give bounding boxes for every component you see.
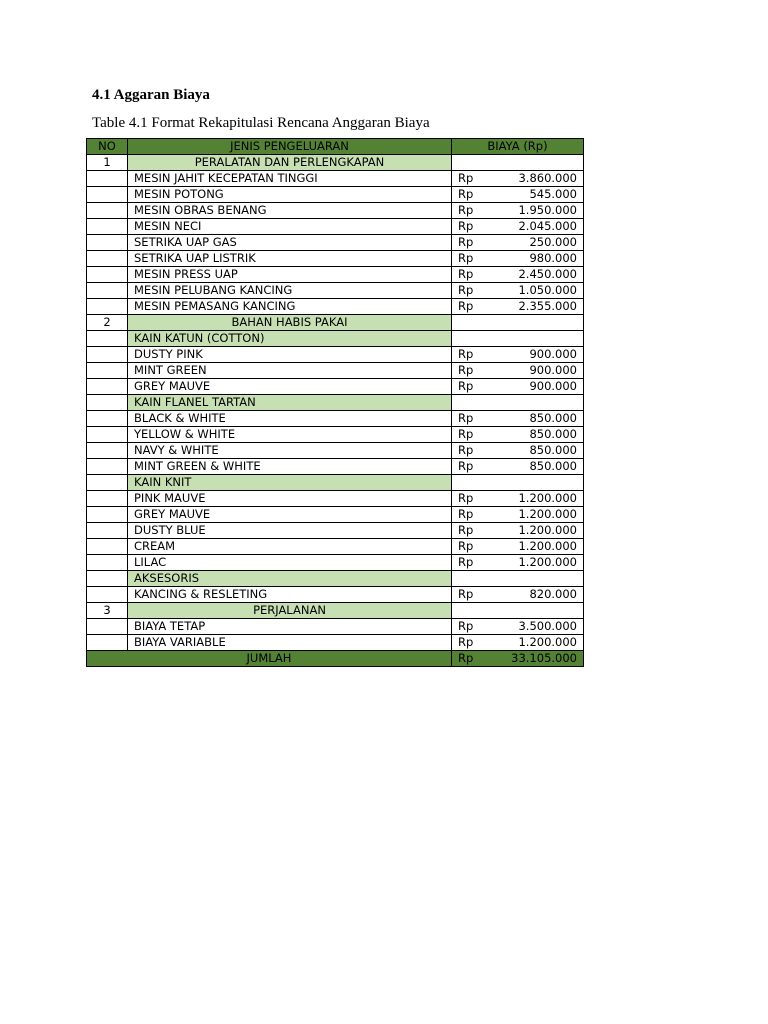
empty-cell xyxy=(87,555,128,571)
group-row xyxy=(87,571,584,587)
header-jenis: JENIS PENGELUARAN xyxy=(128,139,452,155)
item-name: MESIN PELUBANG KANCING xyxy=(128,283,452,299)
item-amount: 1.200.000 xyxy=(490,539,584,555)
table-row xyxy=(87,411,584,427)
table-row xyxy=(87,523,584,539)
item-amount: 820.000 xyxy=(490,587,584,603)
item-name: MESIN JAHIT KECEPATAN TINGGI xyxy=(128,171,452,187)
item-amount: 1.050.000 xyxy=(490,283,584,299)
group-row xyxy=(87,395,584,411)
item-amount: 850.000 xyxy=(490,443,584,459)
section-title: PERJALANAN xyxy=(128,603,452,619)
item-name: MESIN OBRAS BENANG xyxy=(128,203,452,219)
item-name: LILAC xyxy=(128,555,452,571)
total-row xyxy=(87,651,584,667)
empty-cell xyxy=(87,475,128,491)
empty-cell xyxy=(452,315,584,331)
empty-cell xyxy=(452,603,584,619)
item-amount: 900.000 xyxy=(490,347,584,363)
table-header-row xyxy=(87,139,584,155)
empty-cell xyxy=(452,571,584,587)
table-row xyxy=(87,379,584,395)
currency-label: Rp xyxy=(452,507,490,523)
empty-cell xyxy=(87,283,128,299)
item-name: MESIN PRESS UAP xyxy=(128,267,452,283)
section-heading: 4.1 Aggaran Biaya xyxy=(92,87,210,103)
currency-label: Rp xyxy=(452,459,490,475)
section-row xyxy=(87,155,584,171)
item-name: DUSTY BLUE xyxy=(128,523,452,539)
empty-cell xyxy=(87,203,128,219)
item-name: NAVY & WHITE xyxy=(128,443,452,459)
currency-label: Rp xyxy=(452,267,490,283)
table-row xyxy=(87,235,584,251)
empty-cell xyxy=(87,427,128,443)
currency-label: Rp xyxy=(452,523,490,539)
table-caption: Table 4.1 Format Rekapitulasi Rencana Anggaran Biaya xyxy=(92,115,430,131)
currency-label: Rp xyxy=(452,587,490,603)
item-amount: 1.200.000 xyxy=(490,555,584,571)
item-name: DUSTY PINK xyxy=(128,347,452,363)
table-row xyxy=(87,539,584,555)
empty-cell xyxy=(87,635,128,651)
table-row xyxy=(87,427,584,443)
currency-label: Rp xyxy=(452,251,490,267)
table-row xyxy=(87,187,584,203)
item-amount: 900.000 xyxy=(490,363,584,379)
empty-cell xyxy=(87,411,128,427)
table-row xyxy=(87,171,584,187)
table-row xyxy=(87,491,584,507)
item-name: KANCING & RESLETING xyxy=(128,587,452,603)
table-row xyxy=(87,299,584,315)
currency-label: Rp xyxy=(452,539,490,555)
currency-label: Rp xyxy=(452,651,490,667)
table-row xyxy=(87,443,584,459)
table-row xyxy=(87,347,584,363)
table-row xyxy=(87,555,584,571)
item-name: MESIN PEMASANG KANCING xyxy=(128,299,452,315)
item-name: BIAYA VARIABLE xyxy=(128,635,452,651)
currency-label: Rp xyxy=(452,203,490,219)
group-row xyxy=(87,331,584,347)
table-row xyxy=(87,267,584,283)
table-row xyxy=(87,619,584,635)
total-label: JUMLAH xyxy=(87,651,452,667)
header-no: NO xyxy=(87,139,128,155)
table-row xyxy=(87,507,584,523)
section-title: BAHAN HABIS PAKAI xyxy=(128,315,452,331)
empty-cell xyxy=(87,459,128,475)
table-row xyxy=(87,459,584,475)
currency-label: Rp xyxy=(452,411,490,427)
item-name: CREAM xyxy=(128,539,452,555)
item-name: MINT GREEN & WHITE xyxy=(128,459,452,475)
empty-cell xyxy=(87,587,128,603)
item-amount: 850.000 xyxy=(490,427,584,443)
currency-label: Rp xyxy=(452,283,490,299)
item-amount: 1.200.000 xyxy=(490,491,584,507)
empty-cell xyxy=(87,619,128,635)
table-row xyxy=(87,363,584,379)
item-amount: 850.000 xyxy=(490,459,584,475)
item-name: PINK MAUVE xyxy=(128,491,452,507)
currency-label: Rp xyxy=(452,363,490,379)
item-amount: 980.000 xyxy=(490,251,584,267)
item-amount: 850.000 xyxy=(490,411,584,427)
item-amount: 1.200.000 xyxy=(490,507,584,523)
empty-cell xyxy=(87,235,128,251)
item-amount: 2.450.000 xyxy=(490,267,584,283)
empty-cell xyxy=(87,171,128,187)
empty-cell xyxy=(452,331,584,347)
item-name: MESIN POTONG xyxy=(128,187,452,203)
currency-label: Rp xyxy=(452,299,490,315)
empty-cell xyxy=(87,443,128,459)
item-amount: 3.500.000 xyxy=(490,619,584,635)
table-row xyxy=(87,283,584,299)
empty-cell xyxy=(87,571,128,587)
item-amount: 1.200.000 xyxy=(490,523,584,539)
empty-cell xyxy=(452,395,584,411)
group-title: KAIN KNIT xyxy=(128,475,452,491)
currency-label: Rp xyxy=(452,187,490,203)
section-row xyxy=(87,315,584,331)
item-amount: 545.000 xyxy=(490,187,584,203)
currency-label: Rp xyxy=(452,379,490,395)
group-title: KAIN FLANEL TARTAN xyxy=(128,395,452,411)
empty-cell xyxy=(87,331,128,347)
empty-cell xyxy=(87,507,128,523)
header-biaya: BIAYA (Rp) xyxy=(452,139,584,155)
item-name: MESIN NECI xyxy=(128,219,452,235)
empty-cell xyxy=(87,299,128,315)
section-row xyxy=(87,603,584,619)
budget-table xyxy=(86,138,584,667)
currency-label: Rp xyxy=(452,235,490,251)
group-title: KAIN KATUN (COTTON) xyxy=(128,331,452,347)
item-amount: 250.000 xyxy=(490,235,584,251)
item-name: GREY MAUVE xyxy=(128,379,452,395)
empty-cell xyxy=(87,395,128,411)
section-number: 2 xyxy=(87,315,128,331)
empty-cell xyxy=(87,539,128,555)
total-amount: 33.105.000 xyxy=(490,651,584,667)
section-number: 1 xyxy=(87,155,128,171)
empty-cell xyxy=(87,523,128,539)
item-amount: 1.200.000 xyxy=(490,635,584,651)
empty-cell xyxy=(87,219,128,235)
item-name: BLACK & WHITE xyxy=(128,411,452,427)
item-name: SETRIKA UAP LISTRIK xyxy=(128,251,452,267)
item-name: GREY MAUVE xyxy=(128,507,452,523)
item-name: YELLOW & WHITE xyxy=(128,427,452,443)
empty-cell xyxy=(87,187,128,203)
item-name: BIAYA TETAP xyxy=(128,619,452,635)
group-title: AKSESORIS xyxy=(128,571,452,587)
table-row xyxy=(87,587,584,603)
section-number: 3 xyxy=(87,603,128,619)
item-amount: 1.950.000 xyxy=(490,203,584,219)
currency-label: Rp xyxy=(452,427,490,443)
table-row xyxy=(87,251,584,267)
currency-label: Rp xyxy=(452,491,490,507)
table-row xyxy=(87,219,584,235)
currency-label: Rp xyxy=(452,219,490,235)
item-name: SETRIKA UAP GAS xyxy=(128,235,452,251)
currency-label: Rp xyxy=(452,619,490,635)
empty-cell xyxy=(87,347,128,363)
empty-cell xyxy=(87,267,128,283)
item-amount: 2.355.000 xyxy=(490,299,584,315)
table-row xyxy=(87,203,584,219)
item-amount: 900.000 xyxy=(490,379,584,395)
empty-cell xyxy=(452,155,584,171)
table-row xyxy=(87,635,584,651)
empty-cell xyxy=(87,251,128,267)
item-amount: 2.045.000 xyxy=(490,219,584,235)
currency-label: Rp xyxy=(452,347,490,363)
empty-cell xyxy=(87,379,128,395)
currency-label: Rp xyxy=(452,171,490,187)
group-row xyxy=(87,475,584,491)
section-title: PERALATAN DAN PERLENGKAPAN xyxy=(128,155,452,171)
empty-cell xyxy=(87,363,128,379)
item-name: MINT GREEN xyxy=(128,363,452,379)
currency-label: Rp xyxy=(452,635,490,651)
currency-label: Rp xyxy=(452,443,490,459)
empty-cell xyxy=(87,491,128,507)
currency-label: Rp xyxy=(452,555,490,571)
item-amount: 3.860.000 xyxy=(490,171,584,187)
empty-cell xyxy=(452,475,584,491)
